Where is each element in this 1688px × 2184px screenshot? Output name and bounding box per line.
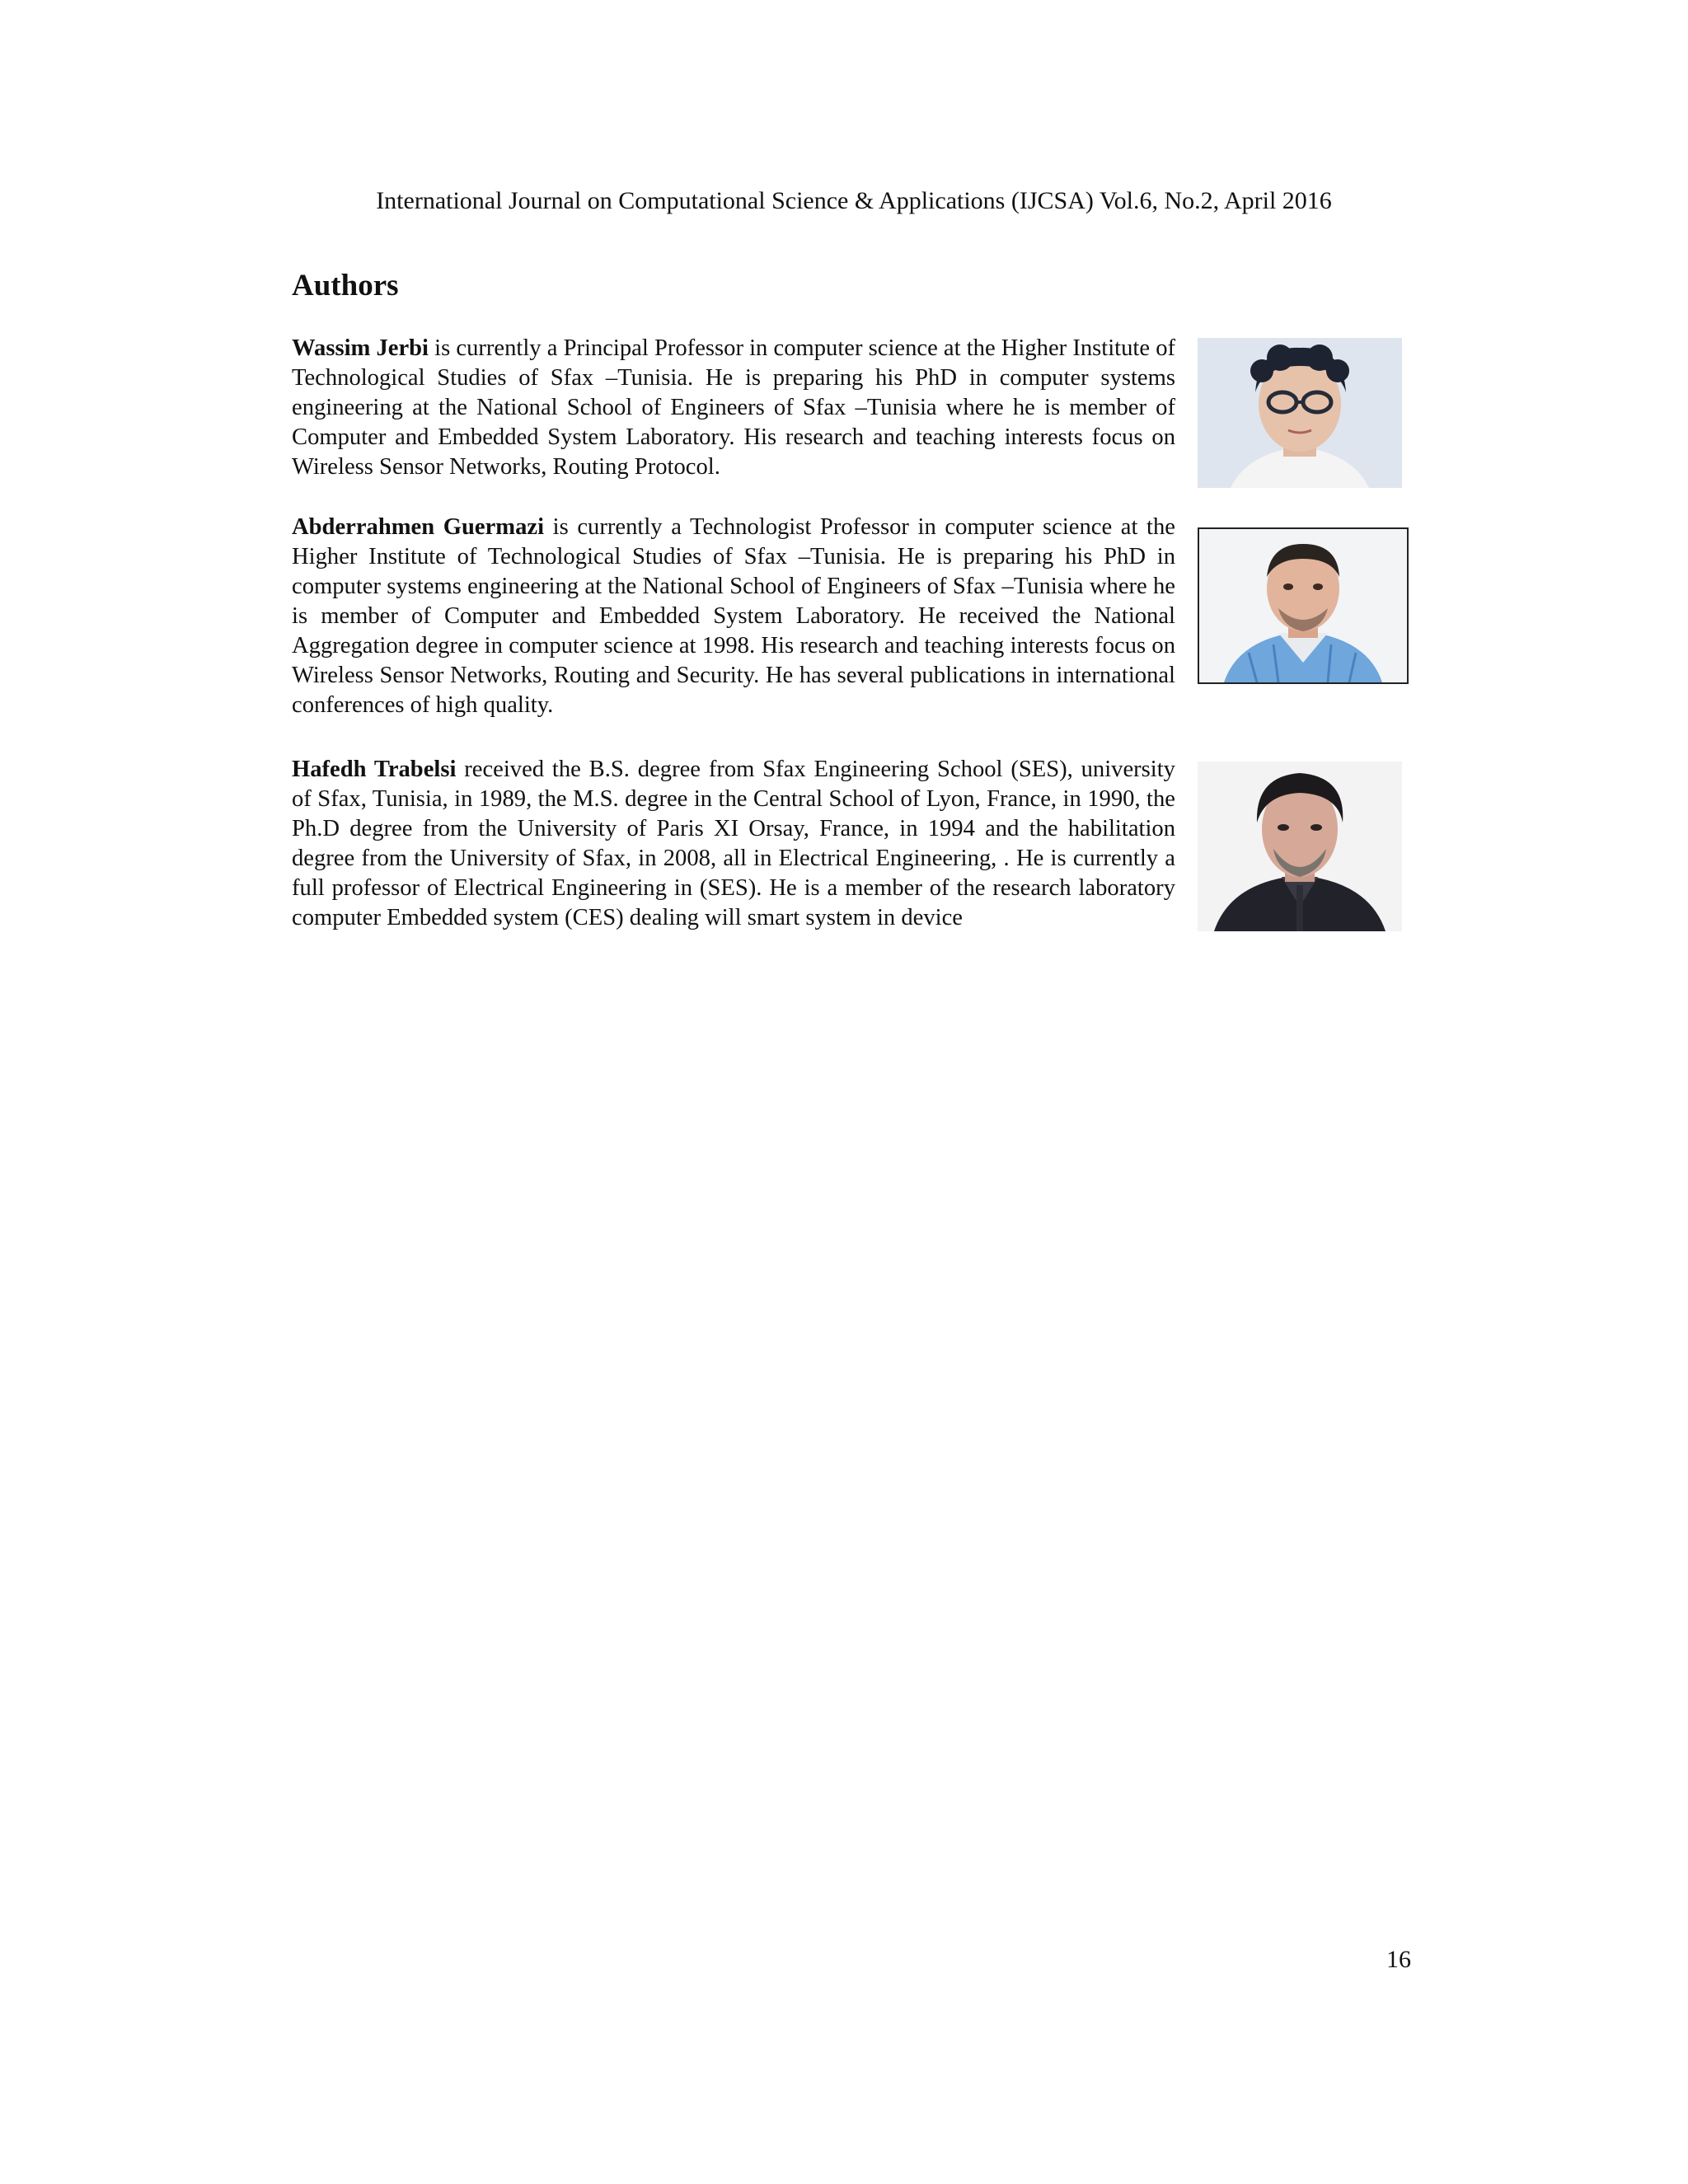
author-bio xyxy=(292,513,1175,720)
author-photo xyxy=(1198,338,1402,488)
journal-header-text: International Journal on Computational Science & Applications (IJCSA) Vol.6, No.2, April 2016 xyxy=(376,187,1332,214)
author-name: Wassim Jerbi xyxy=(292,335,429,361)
author-bio xyxy=(292,755,1175,933)
page-number: 16 xyxy=(1386,1946,1411,1973)
author-photo xyxy=(1198,527,1409,684)
author-bio xyxy=(292,334,1175,482)
author-bio-text: is currently a Technologist Professor in computer science at the Higher Institute of Technological Studies of Sfax –Tunisia. He is preparing his PhD in computer systems engineering at the National School of Engineers of Sfax –Tunisia where he is member of Computer and Embedded System Laboratory. He received the National Aggregation degree in computer science at 1998. His research and teaching interests focus on Wireless Sensor Networks, Routing and Security. He has several publications in international conferences of high quality. xyxy=(292,514,1175,718)
author-bio-text: is currently a Principal Professor in computer science at the Higher Institute of Technological Studies of Sfax –Tunisia. He is preparing his PhD in computer systems engineering at the National School of Engineers of Sfax –Tunisia where he is member of Computer and Embedded System Laboratory. His research and teaching interests focus on Wireless Sensor Networks, Routing Protocol. xyxy=(292,335,1176,480)
author-bio-text: received the B.S. degree from Sfax Engineering School (SES), university of Sfax, Tunisia, in 1989, the M.S. degree in the Central School of Lyon, France, in 1990, the Ph.D degree from the University of Paris XI Orsay, France, in 1994 and the habilitation degree from the University of Sfax, in 2008, all in Electrical Engineering, . He is currently a full professor of Electrical Engineering in (SES). He is a member of the research laboratory computer Embedded system (CES) dealing will smart system in device xyxy=(292,757,1175,930)
author-name: Abderrahmen Guermazi xyxy=(292,514,545,540)
journal-header xyxy=(0,185,1688,218)
author-photo xyxy=(1198,762,1402,931)
section-title: Authors xyxy=(292,269,399,302)
author-name: Hafedh Trabelsi xyxy=(292,757,457,782)
